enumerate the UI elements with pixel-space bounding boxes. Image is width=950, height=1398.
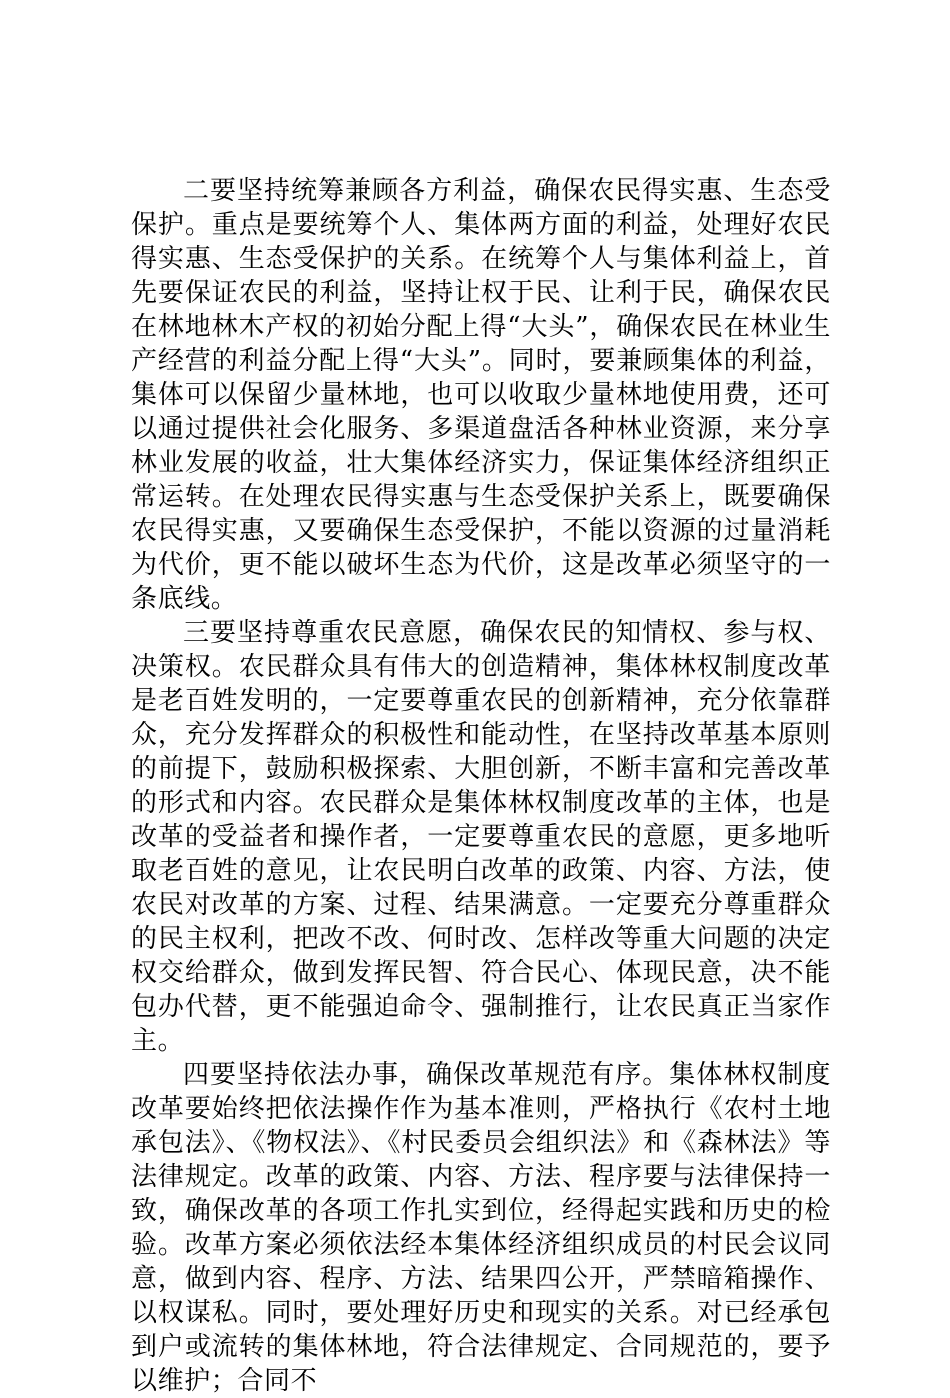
paragraph-coordination: 二要坚持统筹兼顾各方利益，确保农民得实惠、生态受保护。重点是要统筹个人、集体两方面的利益，处理好农民得实惠、生态受保护的关系。在统筹个人与集体利益上，首先要保证农民的利益，坚持让权于民、让利于民，确保农民在林地林木产权的初始分配上得“大头”，确保农民在林业生产经营的利益分配上得“大头”。同时，要兼顾集体的利益，集体可以保留少量林地，也可以收取少量林地使用费，还可以通过提供社会化服务、多渠道盘活各种林业资源，来分享林业发展的收益，壮大集体经济实力，保证集体经济组织正常运转。在处理农民得实惠与生态受保护关系上，既要确保农民得实惠，又要确保生态受保护，不能以资源的过量消耗为代价，更不能以破坏生态为代价，这是改革必须坚守的一条底线。: [131, 176, 831, 614]
paragraph-rule-of-law: 四要坚持依法办事，确保改革规范有序。集体林权制度改革要始终把依法操作作为基本准则，严格执行《农村土地承包法》、《物权法》、《村民委员会组织法》和《森林法》等法律规定。改革的政策、内容、方法、程序要与法律保持一致，确保改革的各项工作扎实到位，经得起实践和历史的检验。改革方案必须依法经本集体经济组织成员的村民会议同意，做到内容、程序、方法、结果四公开，严禁暗箱操作、以权谋私。同时，要处理好历史和现实的关系。对已经承包到户或流转的集体林地，符合法律规定、合同规范的，要予以维护；合同不: [131, 1060, 831, 1396]
document-body: [131, 174, 831, 1398]
paragraph-farmer-will: 三要坚持尊重农民意愿，确保农民的知情权、参与权、决策权。农民群众具有伟大的创造精神，集体林权制度改革是老百姓发明的，一定要尊重农民的创新精神，充分依靠群众，充分发挥群众的积极性和能动性，在坚持改革基本原则的前提下，鼓励积极探索、大胆创新，不断丰富和完善改革的形式和内容。农民群众是集体林权制度改革的主体，也是改革的受益者和操作者，一定要尊重农民的意愿，更多地听取老百姓的意见，让农民明白改革的政策、内容、方法，使农民对改革的方案、过程、结果满意。一定要充分尊重群众的民主权利，把改不改、何时改、怎样改等重大问题的决定权交给群众，做到发挥民智、符合民心、体现民意，决不能包办代替，更不能强迫命令、强制推行，让农民真正当家作主。: [131, 618, 831, 1056]
